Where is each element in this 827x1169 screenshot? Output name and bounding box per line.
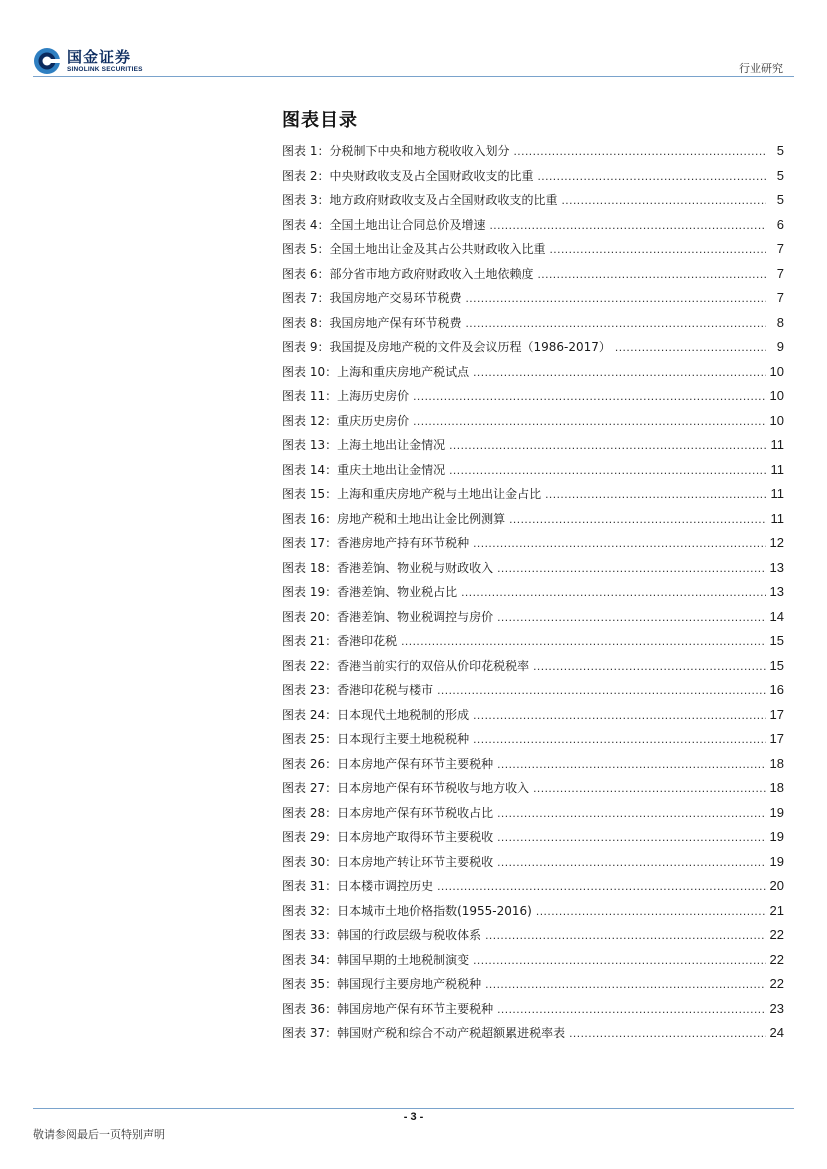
toc-entry-page: 7 xyxy=(776,241,784,256)
toc-dot-leader xyxy=(561,191,766,209)
toc-dot-leader xyxy=(489,216,766,234)
toc-entry-label: 图表 33：韩国的行政层级与税收体系 xyxy=(282,928,482,942)
toc-entry-label: 图表 22：香港当前实行的双倍从价印花税税率 xyxy=(282,658,530,673)
toc-dot-leader xyxy=(497,853,765,871)
toc-dot-leader xyxy=(473,951,765,969)
toc-entry[interactable] xyxy=(282,755,784,780)
toc-entry[interactable] xyxy=(282,240,784,265)
toc-entry-page: 10 xyxy=(769,412,784,428)
toc-entry-label: 图表 5：全国土地出让金及其占公共财政收入比重 xyxy=(282,242,546,256)
toc-entry-page: 7 xyxy=(776,265,784,281)
toc-dot-leader xyxy=(449,436,766,454)
toc-entry-label: 图表 6：部分省市地方政府财政收入土地依赖度 xyxy=(282,266,534,281)
toc-entry[interactable] xyxy=(282,706,784,731)
toc-entry-label: 图表 11：上海历史房价 xyxy=(282,389,410,403)
toc-entry[interactable] xyxy=(282,779,784,804)
toc-dot-leader xyxy=(545,485,766,503)
toc-entry-label: 图表 9：我国提及房地产税的文件及会议历程（1986-2017） xyxy=(282,340,611,354)
toc-entry[interactable] xyxy=(282,142,784,167)
toc-dot-leader xyxy=(497,608,765,626)
toc-entry[interactable] xyxy=(282,926,784,951)
toc-entry[interactable] xyxy=(282,804,784,829)
toc-dot-leader xyxy=(401,632,765,650)
toc-entry-page: 22 xyxy=(769,951,784,967)
toc-entry-page: 15 xyxy=(769,657,784,673)
toc-entry[interactable] xyxy=(282,338,784,363)
toc-entry[interactable] xyxy=(282,412,784,437)
toc-entry-label: 图表 15：上海和重庆房地产税与土地出让金占比 xyxy=(282,487,542,501)
disclaimer-note: 敬请参阅最后一页特别声明 xyxy=(33,1128,165,1141)
toc-entry-label: 图表 25：日本现行主要土地税税种 xyxy=(282,732,470,746)
header-divider xyxy=(33,76,794,77)
toc-entry-page: 6 xyxy=(776,216,784,232)
toc-dot-leader xyxy=(569,1024,765,1042)
toc-entry-label: 图表 35：韩国现行主要房地产税税种 xyxy=(282,977,482,991)
toc-entry-label: 图表 27：日本房地产保有环节税收与地方收入 xyxy=(282,781,530,795)
toc-entry-page: 7 xyxy=(776,290,784,305)
toc-entry-page: 11 xyxy=(770,461,784,477)
toc-entry-page: 5 xyxy=(776,143,784,158)
logo-english-name: SINOLINK SECURITIES xyxy=(67,65,143,73)
toc-entry-label: 图表 12：重庆历史房价 xyxy=(282,413,410,428)
toc-dot-leader xyxy=(537,265,766,283)
toc-entry[interactable] xyxy=(282,1000,784,1025)
toc-entry-label: 图表 34：韩国早期的土地税制演变 xyxy=(282,952,470,967)
toc-entry-label: 图表 4：全国土地出让合同总价及增速 xyxy=(282,217,486,232)
toc-entry-page: 10 xyxy=(769,388,784,403)
toc-dot-leader xyxy=(533,779,765,797)
toc-entry-label: 图表 37：韩国财产税和综合不动产税超额累进税率表 xyxy=(282,1026,566,1040)
toc-entry-label: 图表 1：分税制下中央和地方税收收入划分 xyxy=(282,144,510,158)
page-number: - 3 - xyxy=(403,1111,424,1123)
toc-dot-leader xyxy=(497,1000,765,1018)
toc-entry[interactable] xyxy=(282,363,784,388)
toc-entry[interactable] xyxy=(282,461,784,486)
toc-entry-label: 图表 7：我国房地产交易环节税费 xyxy=(282,291,462,305)
toc-entry-label: 图表 2：中央财政收支及占全国财政收支的比重 xyxy=(282,168,534,183)
toc-dot-leader xyxy=(413,387,765,405)
report-section-label: 行业研究 xyxy=(739,62,783,75)
toc-entry-page: 15 xyxy=(769,633,784,648)
toc-dot-leader xyxy=(537,167,766,185)
toc-dot-leader xyxy=(497,755,765,773)
toc-entry-label: 图表 31：日本楼市调控历史 xyxy=(282,879,434,893)
toc-entry-label: 图表 17：香港房地产持有环节税种 xyxy=(282,536,470,550)
toc-entry-page: 13 xyxy=(769,559,784,575)
toc-dot-leader xyxy=(413,412,765,430)
toc-dot-leader xyxy=(485,926,765,944)
toc-entry[interactable] xyxy=(282,853,784,878)
toc-dot-leader xyxy=(437,681,765,699)
toc-entry[interactable] xyxy=(282,877,784,902)
toc-entry-page: 22 xyxy=(769,927,784,942)
table-of-figures xyxy=(282,142,784,1049)
toc-entry-page: 11 xyxy=(770,510,784,526)
toc-entry-label: 图表 29：日本房地产取得环节主要税收 xyxy=(282,830,494,844)
page-header xyxy=(0,0,827,80)
toc-dot-leader xyxy=(449,461,766,479)
toc-dot-leader xyxy=(485,975,765,993)
toc-entry[interactable] xyxy=(282,583,784,608)
toc-entry-page: 22 xyxy=(769,976,784,991)
toc-entry-page: 16 xyxy=(769,682,784,697)
toc-entry-label: 图表 26：日本房地产保有环节主要税种 xyxy=(282,756,494,771)
toc-entry-label: 图表 30：日本房地产转让环节主要税收 xyxy=(282,854,494,869)
toc-entry-page: 10 xyxy=(769,363,784,379)
toc-entry-page: 5 xyxy=(776,167,784,183)
toc-entry-page: 13 xyxy=(769,584,784,599)
toc-entry-page: 17 xyxy=(769,731,784,746)
toc-entry[interactable] xyxy=(282,314,784,339)
toc-dot-leader xyxy=(533,657,765,675)
footer-divider xyxy=(33,1108,794,1109)
toc-dot-leader xyxy=(513,142,766,160)
toc-dot-leader xyxy=(437,877,765,895)
toc-entry-page: 19 xyxy=(769,804,784,820)
toc-entry[interactable] xyxy=(282,265,784,290)
toc-entry[interactable] xyxy=(282,657,784,682)
toc-entry-page: 17 xyxy=(769,706,784,722)
toc-entry-label: 图表 3：地方政府财政收支及占全国财政收支的比重 xyxy=(282,193,558,207)
toc-entry[interactable] xyxy=(282,828,784,853)
logo-chinese-name: 国金证券 xyxy=(67,47,132,66)
toc-entry[interactable] xyxy=(282,632,784,657)
toc-entry-page: 14 xyxy=(769,608,784,624)
toc-entry-label: 图表 21：香港印花税 xyxy=(282,634,398,648)
toc-entry[interactable] xyxy=(282,485,784,510)
toc-entry-page: 9 xyxy=(776,339,784,354)
toc-entry-label: 图表 20：香港差饷、物业税调控与房价 xyxy=(282,609,494,624)
toc-dot-leader xyxy=(473,363,765,381)
toc-entry-page: 19 xyxy=(769,829,784,844)
toc-entry[interactable] xyxy=(282,191,784,216)
toc-entry[interactable] xyxy=(282,559,784,584)
toc-dot-leader xyxy=(465,289,766,307)
toc-entry-label: 图表 23：香港印花税与楼市 xyxy=(282,683,434,697)
toc-entry[interactable] xyxy=(282,534,784,559)
toc-dot-leader xyxy=(473,706,765,724)
toc-entry-page: 20 xyxy=(769,878,784,893)
toc-entry-label: 图表 32：日本城市土地价格指数(1955-2016) xyxy=(282,903,532,918)
toc-dot-leader xyxy=(461,583,765,601)
toc-dot-leader xyxy=(497,828,765,846)
toc-entry-page: 12 xyxy=(769,535,784,550)
toc-entry[interactable] xyxy=(282,216,784,241)
toc-entry-page: 11 xyxy=(770,437,784,452)
toc-entry[interactable] xyxy=(282,975,784,1000)
toc-entry-label: 图表 24：日本现代土地税制的形成 xyxy=(282,707,470,722)
toc-entry-page: 18 xyxy=(769,755,784,771)
toc-entry[interactable] xyxy=(282,681,784,706)
toc-entry[interactable] xyxy=(282,902,784,927)
toc-dot-leader xyxy=(473,534,765,552)
toc-entry[interactable] xyxy=(282,951,784,976)
toc-entry[interactable] xyxy=(282,167,784,192)
toc-entry-page: 21 xyxy=(769,902,784,918)
toc-entry-label: 图表 10：上海和重庆房地产税试点 xyxy=(282,364,470,379)
toc-dot-leader xyxy=(465,314,766,332)
toc-entry[interactable] xyxy=(282,730,784,755)
toc-dot-leader xyxy=(615,338,766,356)
toc-entry[interactable] xyxy=(282,510,784,535)
toc-entry-page: 24 xyxy=(769,1025,784,1040)
toc-entry[interactable] xyxy=(282,436,784,461)
toc-title: 图表目录 xyxy=(282,110,358,131)
toc-entry-label: 图表 13：上海土地出让金情况 xyxy=(282,438,446,452)
toc-entry-label: 图表 8：我国房地产保有环节税费 xyxy=(282,315,462,330)
toc-entry-page: 11 xyxy=(770,486,784,501)
toc-entry-label: 图表 18：香港差饷、物业税与财政收入 xyxy=(282,560,494,575)
toc-entry[interactable] xyxy=(282,289,784,314)
toc-dot-leader xyxy=(497,804,765,822)
toc-dot-leader xyxy=(509,510,766,528)
toc-entry-page: 23 xyxy=(769,1000,784,1016)
toc-dot-leader xyxy=(549,240,766,258)
toc-entry-label: 图表 14：重庆土地出让金情况 xyxy=(282,462,446,477)
toc-entry-page: 5 xyxy=(776,192,784,207)
toc-dot-leader xyxy=(473,730,765,748)
toc-entry[interactable] xyxy=(282,1024,784,1049)
toc-entry-page: 18 xyxy=(769,780,784,795)
toc-entry[interactable] xyxy=(282,387,784,412)
toc-entry-label: 图表 36：韩国房地产保有环节主要税种 xyxy=(282,1001,494,1016)
toc-entry-label: 图表 28：日本房地产保有环节税收占比 xyxy=(282,805,494,820)
toc-dot-leader xyxy=(536,902,766,920)
company-logo xyxy=(33,46,143,76)
sinolink-logo-icon xyxy=(33,47,61,75)
toc-entry-label: 图表 19：香港差饷、物业税占比 xyxy=(282,585,458,599)
toc-entry-page: 19 xyxy=(769,853,784,869)
toc-entry[interactable] xyxy=(282,608,784,633)
toc-entry-label: 图表 16：房地产税和土地出让金比例测算 xyxy=(282,511,506,526)
toc-entry-page: 8 xyxy=(776,314,784,330)
toc-dot-leader xyxy=(497,559,765,577)
